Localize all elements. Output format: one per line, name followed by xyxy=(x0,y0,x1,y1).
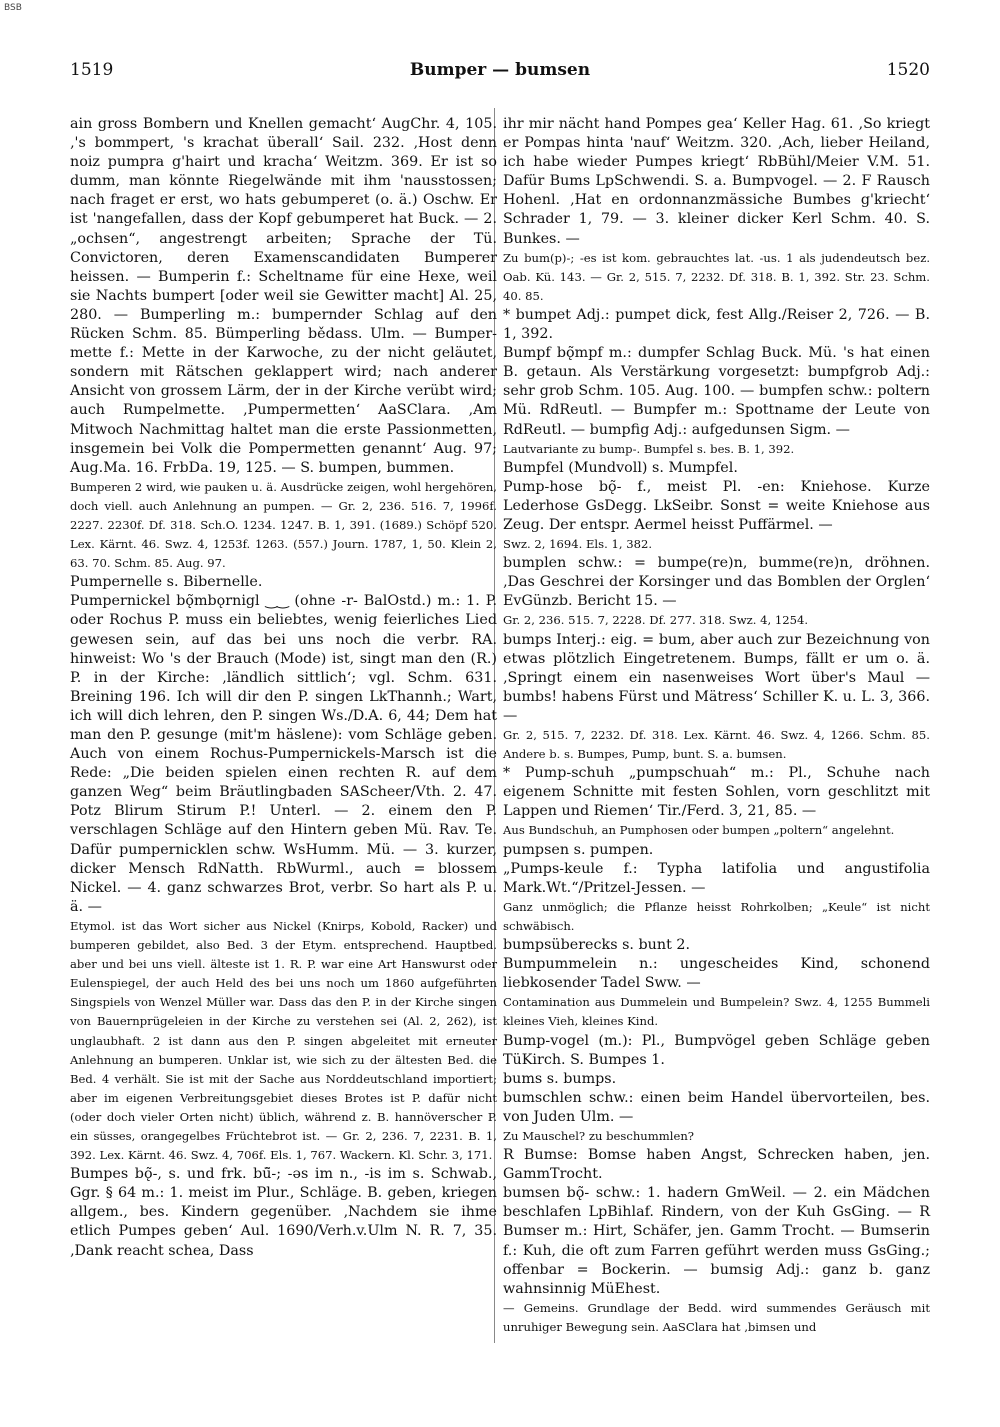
entry-bumsen: bumsen bǫ̃- schw.: 1. hadern GmWeil. — 2. ein Mädchen beschlafen LpBihlaf. Rindern, von der Kuh GsGing. — R Bumser m.: Hirt, Schäfer, jen. Gamm Trocht. — Bumserin f.: Kuh, die oft zum Farren geführt werden muss GsGing.; offenbar = Bockerin. — bumsig Adj.: ganz b. ganz wahnsinnig MüEhest. xyxy=(503,1185,930,1297)
etymology-note: — Gemeins. Grundlage der Bedd. wird summendes Geräusch mit unruhiger Bewegung sein. AaSClara hat ‚bimsen und xyxy=(503,1300,930,1334)
entry-pumpernelle: Pumpernelle s. Bibernelle. xyxy=(70,574,263,591)
entry-pumpsen: pumpsen s. pumpen. xyxy=(503,841,654,858)
entry-pump-schuh: * Pump-schuh „pumpschuah“ m.: Pl., Schuhe nach eigenem Schnitte mit festen Sohlen, vorn geschlitzt mit Lappen und Riemen‘ Tir./Ferd. 3, 21, 85. — xyxy=(503,765,930,820)
entry-bumpummelein: Bumpummelein n.: ungescheides Kind, schonend liebkosender Tadel Sww. — xyxy=(503,956,930,992)
etymology-note: Gr. 2, 236. 515. 7, 2228. Df. 277. 318. Swz. 4, 1254. xyxy=(503,613,809,628)
entry-bumpfel: Bumpfel (Mundvoll) s. Mumpfel. xyxy=(503,459,738,476)
page-number-right: 1520 xyxy=(886,60,930,80)
etymology-note: Aus Bundschuh, an Pumphosen oder bumpen „poltern“ angelehnt. xyxy=(503,823,895,838)
library-stamp: BSB xyxy=(4,3,22,13)
etymology-note: Ganz unmöglich; die Pflanze heisst Rohrkolben; „Keule“ ist nicht schwäbisch. xyxy=(503,899,930,933)
page-header xyxy=(70,60,930,90)
left-column xyxy=(70,115,497,1261)
entry-bumpes-continued: ihr mir nächt hand Pompes gea‘ Keller Hag. 61. ‚So kriegt er Pompas hinta 'nauf‘ Weitzm. 320. ‚Ach, lieber Heiland, ich habe wieder Pumpes kriegt‘ RbBühl/Meier V.M. 51. Dafür Bums LpSchwendi. S. a. Bumpvogel. — 2. F Rausch Hohenl. ‚Hat en ordonnanzmässiche Bumbes g'kriecht‘ Schrader 1, 79. — 3. kleiner dicker Kerl Schm. 40. S. Bunkes. — xyxy=(503,116,930,247)
etymology-note: Bumperen 2 wird, wie pauken u. ä. Ausdrücke zeigen, wohl hergehören, doch viell. auch Anlehnung an pumpen. — Gr. 2, 236. 516. 7, 1996f. 2227. 2230f. Df. 318. Sch.O. 1234. 1247. B. 1, 391. (1689.) Schöpf 520. Lex. Kärnt. 46. Swz. 4, 1253f. 1263. (557.) Journ. 1787, 1, 50. Klein 2, 63. 70. Schm. 85. Aug. 97. xyxy=(70,479,497,571)
etymology-note: Contamination aus Dummelein und Bumpelein? Swz. 4, 1255 Bummeli kleines Vieh, kleines Kind. xyxy=(503,995,930,1029)
entry-bums: bums s. bumps. xyxy=(503,1070,617,1087)
entry-pump-hose: Pump-hose bǫ̃- f., meist Pl. -en: Kniehose. Kurze Lederhose GsDegg. LkSeibr. Sonst = weite Kniehose aus Zeug. Der entspr. Aermel heisst Puffärmel. — xyxy=(503,478,930,533)
entry-pumps-keule: „Pumps-keule f.: Typha latifolia und angustifolia Mark.Wt.“/Pritzel-Jessen. — xyxy=(503,860,930,896)
etymology-note: Etymol. ist das Wort sicher aus Nickel (Knirps, Kobold, Racker) und bumperen gebildet, also Bed. 3 der Etym. entsprechend. Hauptbed. aber und bei uns viell. älteste ist 1. R. P. war eine Art Hanswurst oder Eulenspiegel, der auch Held des bei uns noch um 1860 aufgeführten Singspiels von Wenzel Müller war. Dass das den P. in der Kirche singen von Bauernprügeleien in der Kirche zu verstehen sei (Al. 2, 262), ist unglaubhaft. 2 ist dann aus den P. singen abgeleitet mit erneuter Anlehnung an bumperen. Unklar ist, wie sich zu der ältesten Bed. die Bed. 4 verhält. Sie ist mit der Sache aus Norddeutschland importiert; aber im eigenen Verbreitungsgebiet dieses Brotes ist P. dafür nicht (oder doch vieler Orten nicht) üblich, während z. B. hannöverscher P. ein süsses, orangegelbes Früchtebrot ist. — Gr. 2, 236. 7, 2231. B. 1, 392. Lex. Kärnt. 46. Swz. 4, 706f. Els. 1, 767. Wackern. Kl. Schr. 3, 171. xyxy=(70,918,497,1163)
running-title: Bumper — bumsen xyxy=(409,60,591,80)
entry-bumps: bumps Interj.: eig. = bum, aber auch zur Bezeichnung von etwas plötzlich Eingetretenem. Bumps, fällt er um o. ä. ‚Springt einem ein nasenweises Wort über's Maul — bumbs! habens Fürst und Mätress‘ Schiller K. u. L. 3, 366. — xyxy=(503,631,930,724)
entry-bumpes: Bumpes bǫ̃-, s. und frk. bū̃-; -əs im n., -is im s. Schwab., Ggr. § 64 m.: 1. meist im Plur., Schläge. B. geben, kriegen allgem., bes. Kindern gegenüber. ‚Nachdem sie ihme etlich Pumpes geben‘ Aul. 1690/Verh.v.Ulm N. R. 7, 35. ‚Dank reacht schea, Dass xyxy=(70,1166,497,1259)
entry-bump-vogel: Bump-vogel (m.): Pl., Bumpvögel geben Schläge geben TüKirch. S. Bumpes 1. xyxy=(503,1032,930,1068)
entry-bumschlen: bumschlen schw.: einen beim Handel übervorteilen, bes. von Juden Ulm. — xyxy=(503,1089,930,1125)
entry-bumpet: * bumpet Adj.: pumpet dick, fest Allg./Reiser 2, 726. — B. 1, 392. xyxy=(503,306,930,343)
right-column xyxy=(503,115,930,1337)
entry-bumse: R Bumse: Bomse haben Angst, Schrecken haben, jen. GammTrocht. xyxy=(503,1147,930,1183)
etymology-note: Swz. 2, 1694. Els. 1, 382. xyxy=(503,537,653,552)
entry-bumpf: Bumpf bǫ̃mpf m.: dumpfer Schlag Buck. Mü. 's hat einen B. getaun. Als Verstärkung vorgesetzt: bumpfgrob Adj.: sehr grob Schm. 105. Aug. 100. — bumpfen schw.: poltern Mü. RdReutl. — Bumpfer m.: Spottname der Leute von RdReutl. — bumpfig Adj.: aufgedunsen Sigm. — xyxy=(503,345,930,438)
entry-pumpernickel: Pumpernickel bǫ̃mbǫrnigl ‿‿ (ohne -r- BalOstd.) m.: 1. P. oder Rochus P. muss ein beliebtes, wenig feierliches Lied gewesen sein, auf das bei uns noch die verbr. RA. hinweist: Wo 's der Brauch (Mode) ist, singt man den (R.) P. in der Kirche: ‚ländlich sittlich‘; vgl. Schm. 631. Breining 196. Ich will dir den P. singen LkThannh.; Wart, ich will dich lehren, den P. singen Ws./D.A. 6, 44; Dem hat man den P. gesunge (mit'm häslene): vom Schläge geben. Auch von einem Rochus-Pumpernickels-Marsch ist die Rede: „Die beiden spielen einen rechten R. auf dem ganzen Weg“ beim Bräutlingbaden SAScheer/Vth. 2. 47. Potz Blirum Stirum P.! Unterl. — 2. einem den P. verschlagen Schläge auf den Hintern geben Mü. Rav. Te. Dafür pumpernicklen schw. WsHumm. Mü. — 3. kurzer, dicker Mensch RdNatth. RbWurml., auch = blossem Nickel. — 4. ganz schwarzes Brot, verbr. So hart als P. u. ä. — xyxy=(70,593,497,915)
etymology-note: Gr. 2, 515. 7, 2232. Df. 318. Lex. Kärnt. 46. Swz. 4, 1266. Schm. 85. Andere b. s. Bumpes, Pump, bunt. S. a. bumsen. xyxy=(503,728,930,762)
page-number-left: 1519 xyxy=(70,60,114,80)
etymology-note: Zu Mauschel? zu beschummlen? xyxy=(503,1128,694,1143)
entry-bumplen: bumplen schw.: = bumpe(re)n, bumme(re)n, dröhnen. ‚Das Geschrei der Korsinger und das Bomblen der Orglen‘ EvGünzb. Bericht 15. — xyxy=(503,555,930,610)
entry-bumperen-continued: ain gross Bombern und Knellen gemacht‘ AugChr. 4, 105. ‚'s bommpert, 's krachat überall‘ Sail. 232. ‚Host denn noiz pumpra g'hairt und kracha‘ Weitzm. 369. Er ist so dumm, man könnte Riegelwände mit ihm 'nausstossen; nach fraget er erst, wo hats gebumperet (o. ä.) Oschw. Er ist 'nangefallen, dass der Kopf gebumperet hat Buck. — 2. „ochsen“, angestrengt arbeiten; Sprache der Tü. Convictoren, deren Examenscandidaten Bumperer heissen. — Bumperin f.: Scheltname für eine Hexe, weil sie Nachts bumpert [oder weil sie Gewitter macht] Al. 25, 280. — Bumperling m.: bumpernder Schlag auf den Rücken Schm. 85. Bümperling bědass. Ulm. — Bumper-mette f.: Mette in der Karwoche, zu der nicht geläutet, sondern mit Rätschen geklappert wird; nach anderer Ansicht von grossem Lärm, der in der Kirche verübt wird; auch Rumpelmette. ‚Pumpermetten‘ AaSClara. ‚Am Mitwoch Nachmittag haltet man die erste Passionmetten, insgemein bei Volk die Pompermetten genannt‘ Aug. 97; Aug.Ma. 16. FrbDa. 19, 125. — S. bumpen, bummen. xyxy=(70,116,497,476)
etymology-note: Zu bum(p)-; -es ist kom. gebrauchtes lat. -us. 1 als judendeutsch bez. Oab. Kü. 143. — Gr. 2, 515. 7, 2232. Df. 318. B. 1, 392. Str. 23. Schm. 40. 85. xyxy=(503,250,930,303)
etymology-note: Lautvariante zu bump-. Bumpfel s. bes. B. 1, 392. xyxy=(503,441,795,456)
entry-bumpsueberecks: bumpsüberecks s. bunt 2. xyxy=(503,937,690,954)
